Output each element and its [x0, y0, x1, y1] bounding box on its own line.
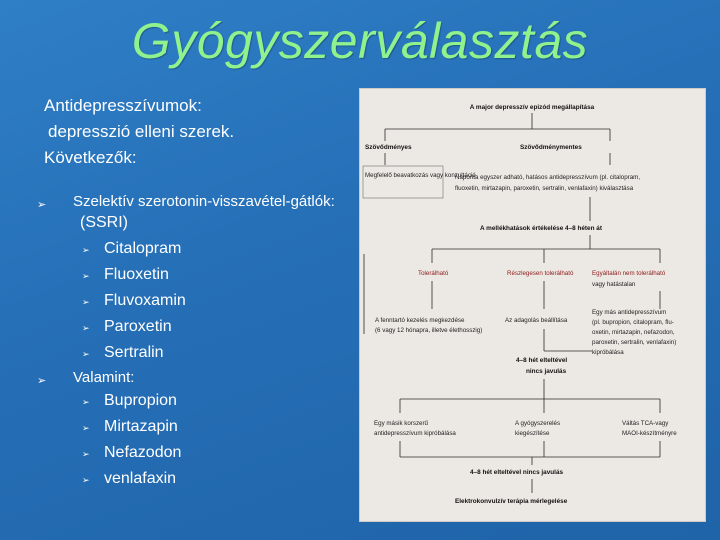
page-title: Gyógyszerválasztás — [131, 13, 589, 69]
sub-bullet-arrow-icon: ➢ — [82, 349, 90, 359]
flow-switch-tca-1: Váltás TCA-vagy — [622, 420, 669, 427]
flow-dose: Az adagolás beállítása — [505, 317, 568, 324]
ssri-item: Paroxetin — [104, 318, 172, 335]
flowchart-diagram — [360, 89, 705, 521]
ssri-abbr: (SSRI) — [80, 214, 128, 231]
flow-switch-1: Egy más antidepresszívum — [592, 309, 667, 316]
flow-top: A major depresszív epizód megállapítása — [469, 104, 595, 111]
ssri-label: Szelektív szerotonin-visszavétel-gátlók: — [73, 193, 335, 210]
flow-switch-tca-2: MAOI-készítményre — [622, 430, 677, 437]
flow-augment-other-2: antidepresszívum kipróbálása — [374, 430, 456, 437]
flow-no-improvement-2: 4–8 hét elteltével nincs javulás — [470, 469, 564, 476]
sub-bullet-arrow-icon: ➢ — [82, 323, 90, 333]
flow-partial: Részlegesen tolerálható — [507, 270, 574, 277]
sub-bullet-arrow-icon: ➢ — [82, 397, 90, 407]
flow-switch-3: oxetin, mirtazapin, nefazodon, — [592, 329, 675, 336]
flow-no-improvement-1b: nincs javulás — [526, 368, 567, 375]
flow-right-box-2: fluoxetin, mirtazapin, paroxetin, sertralin, venlafaxin) kiválasztása — [455, 185, 634, 192]
flow-tolerable: Tolerálható — [418, 270, 449, 277]
sub-bullet-arrow-icon: ➢ — [82, 423, 90, 433]
sub-bullet-arrow-icon: ➢ — [82, 245, 90, 255]
ssri-item: Fluvoxamin — [104, 292, 186, 309]
flow-right-branch: Szövődménymentes — [520, 144, 582, 151]
flow-ect: Elektrokonvulzív terápia mérlegelése — [455, 498, 568, 505]
flow-switch-4: paroxetin, sertralin, venlafaxin) — [592, 339, 677, 346]
ssri-item: Fluoxetin — [104, 266, 169, 283]
other-item: Bupropion — [104, 392, 177, 409]
ssri-item: Sertralin — [104, 344, 164, 361]
bullet-arrow-icon: ➢ — [37, 199, 47, 211]
flow-side-effects: A mellékhatások értékelése 4–8 héten át — [480, 225, 602, 232]
ssri-item: Citalopram — [104, 240, 182, 257]
sub-bullet-arrow-icon: ➢ — [82, 475, 90, 485]
intro-line-2: depresszió elleni szerek. — [48, 122, 235, 141]
flow-augment-1: A gyógyszerelés — [515, 420, 561, 427]
flow-right-box-1: Naponta egyszer adható, hatásos antidepresszívum (pl. citalopram, — [455, 174, 641, 181]
intro-line-1: Antidepresszívumok: — [44, 96, 202, 115]
other-label: Valamint: — [73, 369, 135, 386]
flow-intolerable-1: Egyáltalán nem tolerálható — [592, 270, 666, 277]
flow-continue-1: A fenntartó kezelés megkezdése — [375, 317, 465, 324]
flow-left-box-text: Megfelelő beavatkozás vagy konzultáció — [365, 172, 476, 179]
flow-intolerable-2: vagy hatástalan — [592, 281, 636, 288]
sub-bullet-arrow-icon: ➢ — [82, 449, 90, 459]
sub-bullet-arrow-icon: ➢ — [82, 297, 90, 307]
flow-augment-2: kiegészítése — [515, 430, 550, 437]
flow-left-branch: Szövődményes — [365, 144, 412, 151]
treatment-flowchart — [359, 88, 706, 522]
flow-no-improvement-1a: 4–8 hét elteltével — [516, 357, 568, 364]
other-item: Mirtazapin — [104, 418, 178, 435]
flow-switch-5: kipróbálása — [592, 349, 624, 356]
flow-augment-other-1: Egy másik korszerű — [374, 420, 428, 427]
bullet-arrow-icon: ➢ — [37, 375, 47, 387]
other-item: Nefazodon — [104, 444, 182, 461]
other-item: venlafaxin — [104, 470, 177, 487]
flow-continue-2: (6 vagy 12 hónapra, illetve élethosszig) — [375, 327, 483, 334]
sub-bullet-arrow-icon: ➢ — [82, 271, 90, 281]
flow-switch-2: (pl. bupropion, citalopram, flu- — [592, 319, 674, 326]
intro-line-3: Következők: — [44, 148, 137, 167]
